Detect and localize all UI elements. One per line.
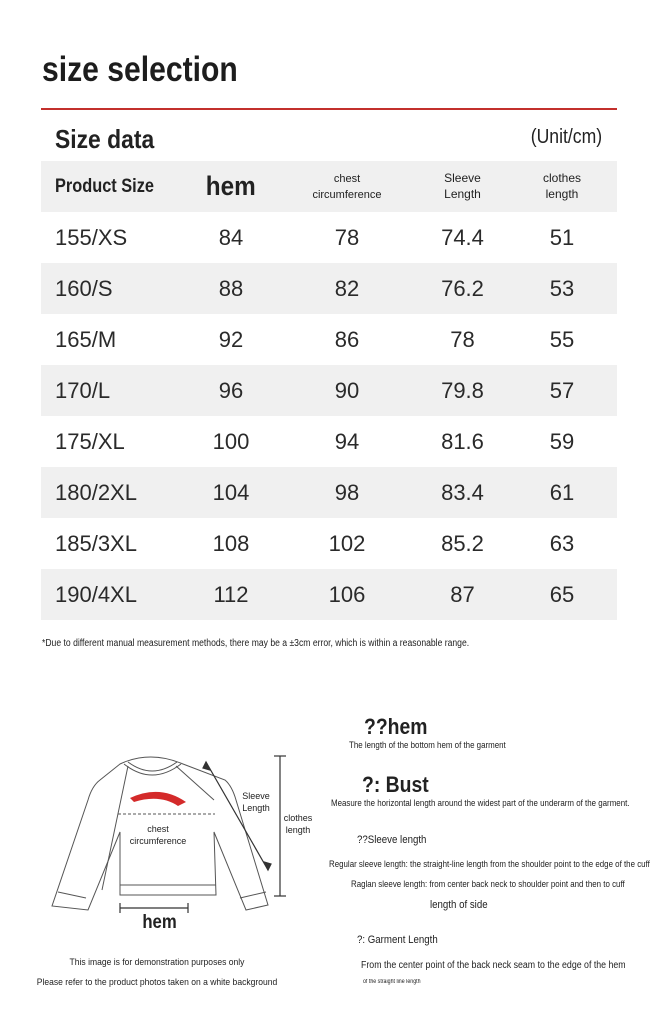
hem-label: hem xyxy=(142,912,177,933)
header-sleeve-length: Sleeve Length xyxy=(444,171,481,201)
table-row xyxy=(41,263,617,314)
cell-chest: 90 xyxy=(334,377,360,403)
cell-chest: 98 xyxy=(334,479,360,505)
table-header-row xyxy=(41,161,617,212)
cell-chest: 82 xyxy=(334,275,360,301)
title-divider xyxy=(41,108,617,110)
cell-hem: 104 xyxy=(212,479,250,505)
table-row xyxy=(41,212,617,263)
def-garment-desc-2: of the straight line length xyxy=(363,979,421,985)
table-row xyxy=(41,518,617,569)
page-title: size selection xyxy=(42,50,238,89)
cell-hem: 112 xyxy=(213,581,249,607)
cell-clothes-length: 57 xyxy=(549,377,575,403)
cell-hem: 100 xyxy=(212,428,250,454)
cell-product-size: 160/S xyxy=(55,275,113,301)
def-bust-desc: Measure the horizontal length around the widest part of the underarm of the garment. xyxy=(331,798,630,808)
measurement-note: *Due to different manual measurement methods, there may be a ±3cm error, which is within a reasonable range. xyxy=(42,638,470,649)
cell-product-size: 155/XS xyxy=(55,224,128,250)
table-row xyxy=(41,569,617,620)
cell-clothes-length: 63 xyxy=(549,530,575,556)
cell-clothes-length: 61 xyxy=(549,479,575,505)
brand-logo-icon xyxy=(130,792,186,806)
cell-chest: 86 xyxy=(334,326,360,352)
table-row xyxy=(41,365,617,416)
cell-product-size: 170/L xyxy=(55,377,111,403)
cell-sleeve-length: 78 xyxy=(450,326,475,352)
def-sleeve-desc-1: Regular sleeve length: the straight-line length from the shoulder point to the edge of the cuff xyxy=(329,859,650,869)
cell-sleeve-length: 79.8 xyxy=(441,377,484,403)
cell-hem: 88 xyxy=(218,275,244,301)
demo-note-line-1: This image is for demonstration purposes only xyxy=(69,957,245,968)
cell-chest: 78 xyxy=(334,224,360,250)
cell-chest: 106 xyxy=(328,581,366,607)
cell-sleeve-length: 85.2 xyxy=(441,530,484,556)
cell-clothes-length: 51 xyxy=(549,224,575,250)
cell-product-size: 180/2XL xyxy=(55,479,137,505)
cell-clothes-length: 55 xyxy=(549,326,575,352)
cell-clothes-length: 65 xyxy=(549,581,575,607)
table-row xyxy=(41,314,617,365)
section-title: Size data xyxy=(55,124,155,154)
cell-sleeve-length: 83.4 xyxy=(441,479,484,505)
unit-label: (Unit/cm) xyxy=(530,126,602,148)
def-garment-desc-1: From the center point of the back neck seam to the edge of the hem xyxy=(361,960,626,971)
size-table xyxy=(41,161,617,620)
cell-product-size: 190/4XL xyxy=(55,581,137,607)
table-row xyxy=(41,467,617,518)
cell-clothes-length: 53 xyxy=(549,275,575,301)
def-bust-title: ?: Bust xyxy=(362,772,429,797)
cell-hem: 84 xyxy=(218,224,244,250)
def-garment-title: ?: Garment Length xyxy=(357,934,438,946)
header-hem: hem xyxy=(206,171,256,201)
sleeve-length-label: Sleeve Length xyxy=(242,791,270,813)
cell-chest: 102 xyxy=(328,530,366,556)
header-clothes-length: clothes length xyxy=(542,171,582,201)
cell-sleeve-length: 81.6 xyxy=(441,428,484,454)
cell-sleeve-length: 87 xyxy=(450,581,475,607)
table-row xyxy=(41,416,617,467)
cell-product-size: 175/XL xyxy=(55,428,125,454)
def-hem-title: ??hem xyxy=(364,714,428,739)
cell-product-size: 185/3XL xyxy=(55,530,137,556)
def-sleeve-desc-3: length of side xyxy=(430,899,488,911)
def-hem-desc: The length of the bottom hem of the garment xyxy=(349,740,506,750)
demo-note-line-2: Please refer to the product photos taken on a white background xyxy=(36,977,278,988)
clothes-length-label: clothes length xyxy=(283,813,313,835)
cell-clothes-length: 59 xyxy=(549,428,575,454)
cell-hem: 92 xyxy=(218,326,244,352)
cell-hem: 96 xyxy=(218,377,244,403)
cell-hem: 108 xyxy=(212,530,250,556)
def-sleeve-title: ??Sleeve length xyxy=(357,834,427,846)
header-product-size: Product Size xyxy=(55,175,154,197)
header-chest: chest circumference xyxy=(312,172,382,201)
cell-chest: 94 xyxy=(334,428,360,454)
def-sleeve-desc-2: Raglan sleeve length: from center back neck to shoulder point and then to cuff xyxy=(351,879,625,889)
cell-sleeve-length: 74.4 xyxy=(441,224,484,250)
cell-sleeve-length: 76.2 xyxy=(441,275,484,301)
chest-circumference-label: chest circumference xyxy=(129,824,187,846)
cell-product-size: 165/M xyxy=(55,326,117,352)
